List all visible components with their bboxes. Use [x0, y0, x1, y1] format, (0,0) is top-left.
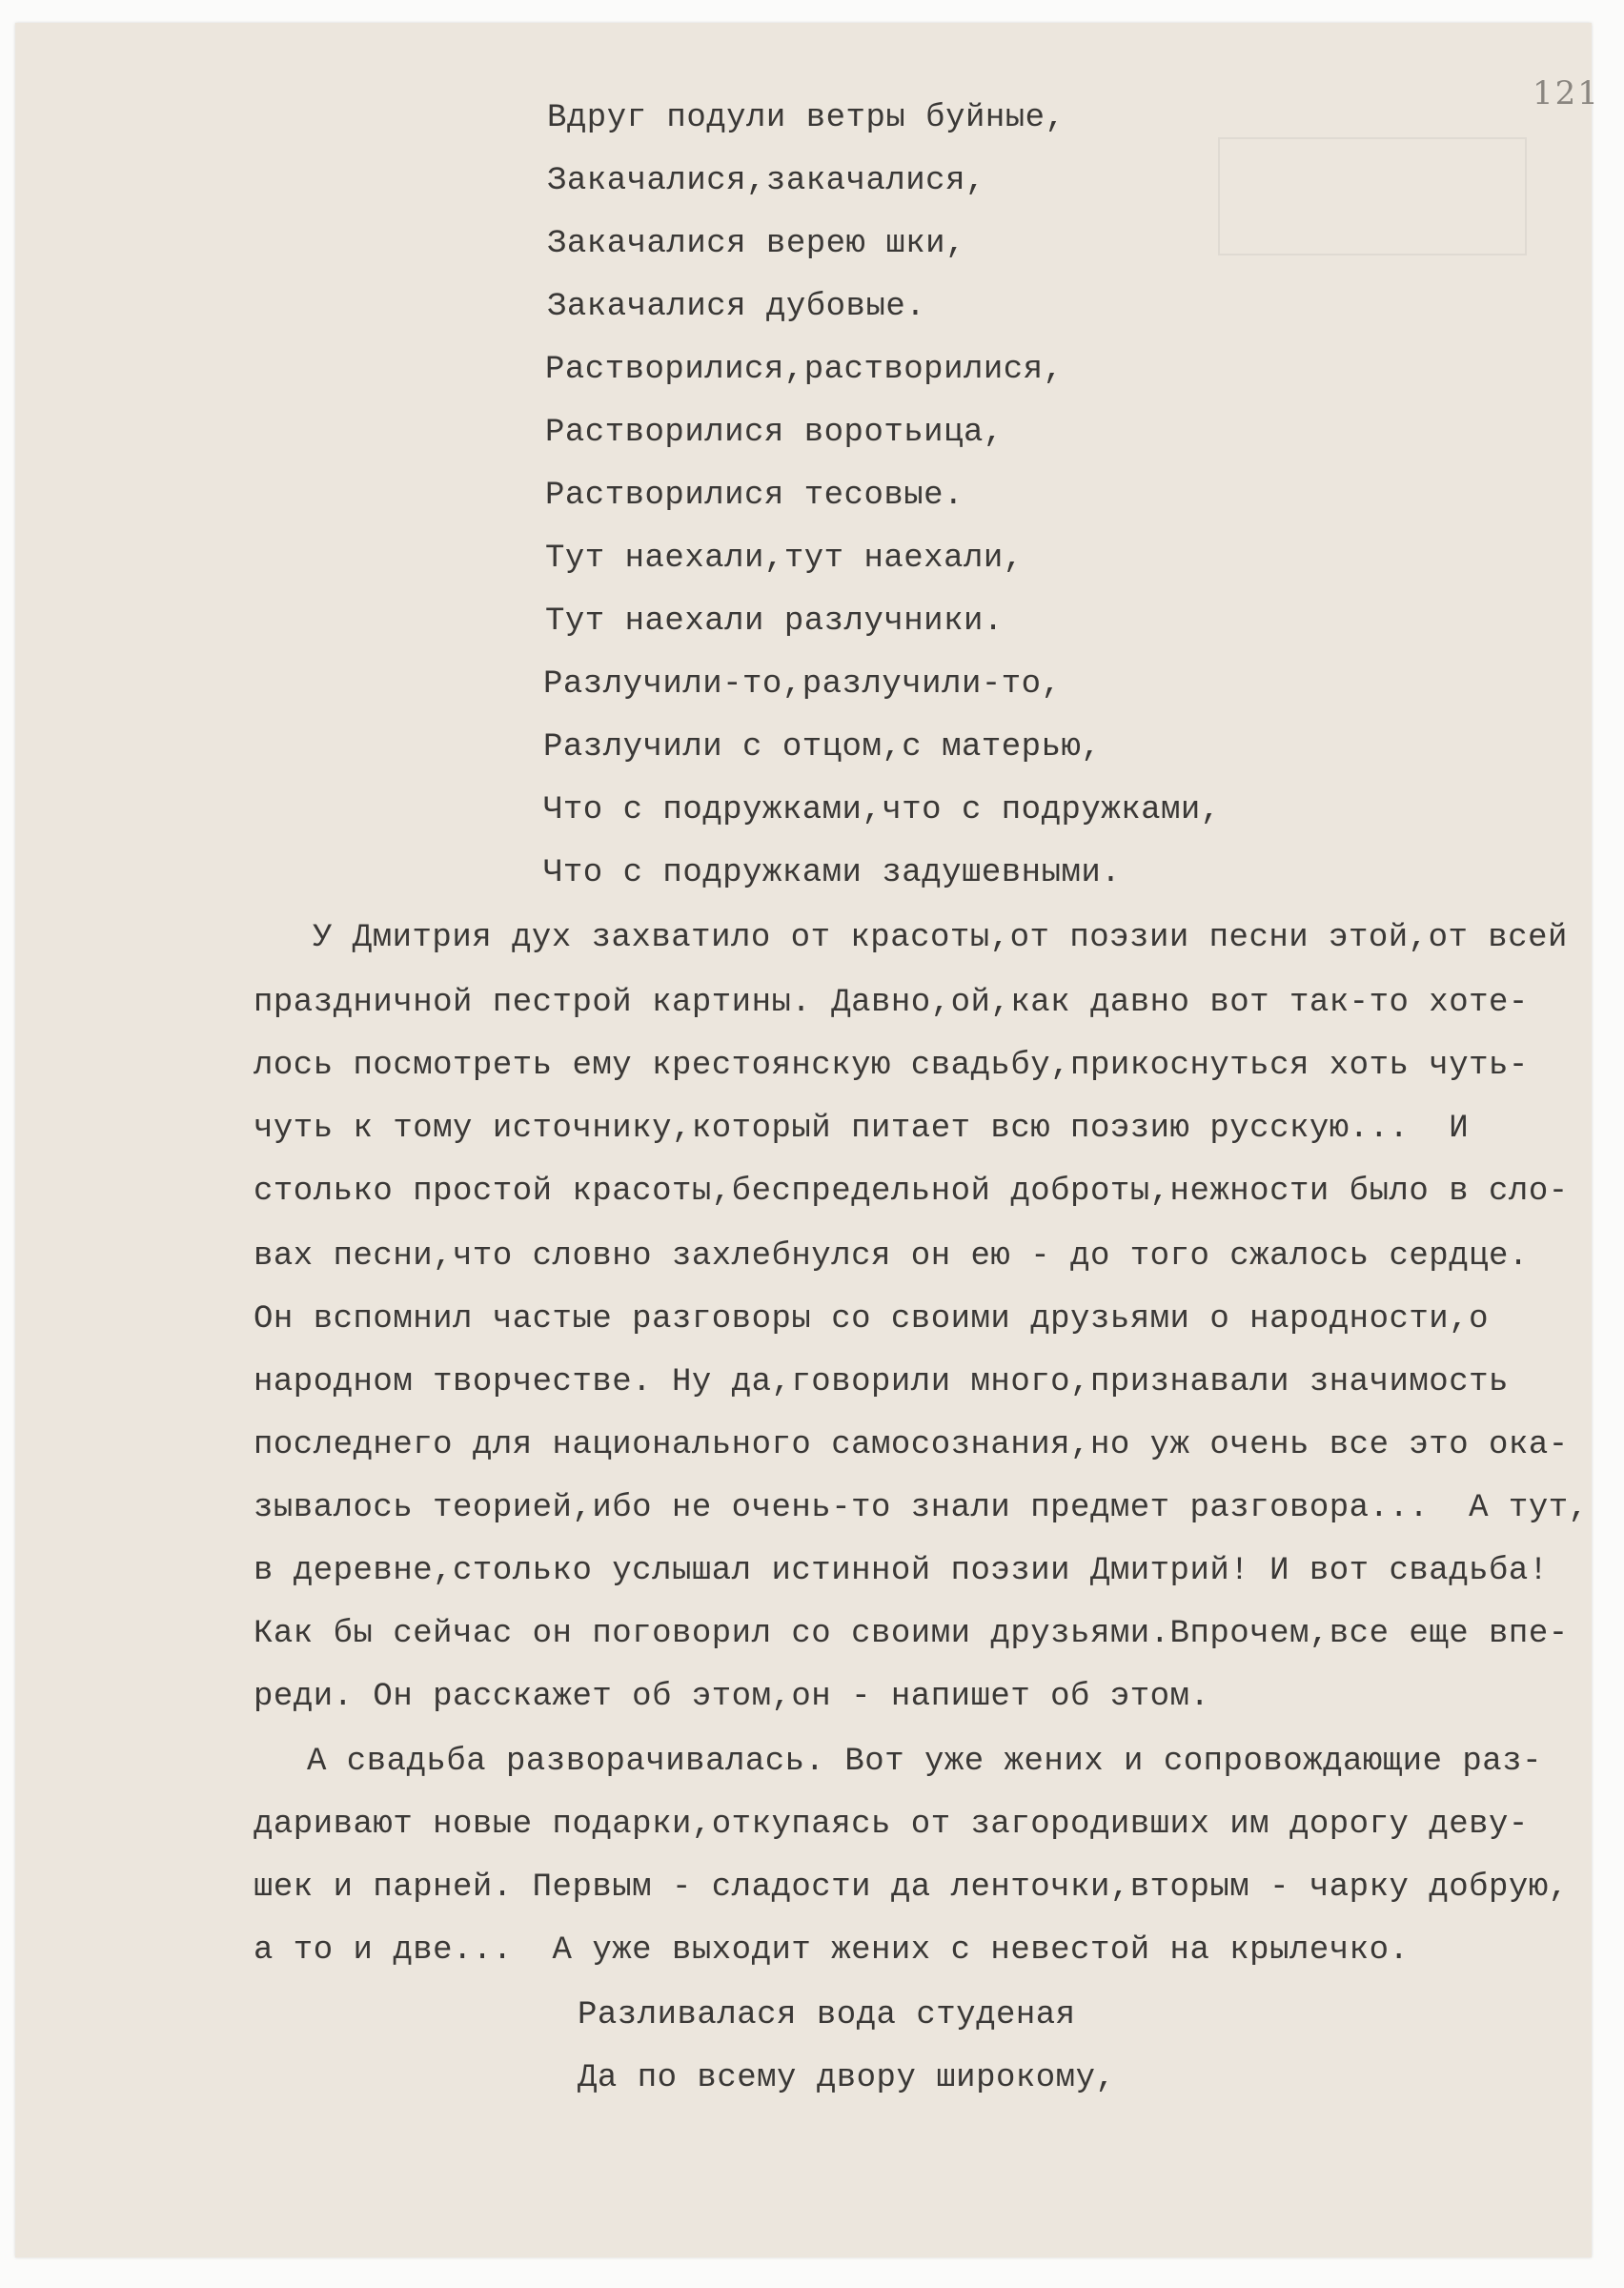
prose-line: шек и парней. Первым - сладости да ленточки,вторым - чарку добрую, [254, 1869, 1569, 1906]
prose-line: даривают новые подарки,откупаясь от загородивших им дорогу деву- [254, 1807, 1529, 1843]
verse-line: Растворилися тесовые. [545, 478, 964, 514]
prose-line: А свадьба разворачивалась. Вот уже жених и сопровождающие раз- [307, 1744, 1543, 1780]
verse-line: Закачалися дубовые. [547, 289, 926, 325]
prose-line: Он вспомнил частые разговоры со своими друзьями о народности,о [254, 1301, 1490, 1338]
verse-line: Что с подружками,что с подружками, [543, 792, 1221, 828]
verse-line: Что с подружками задушевными. [543, 855, 1122, 891]
prose-line: лось посмотреть ему крестоянскую свадьбу,прикоснуться хоть чуть- [254, 1048, 1529, 1084]
prose-line: вах песни,что словно захлебнулся он ею - до того сжалось сердце. [254, 1238, 1529, 1275]
verse-line: Закачалися,закачалися, [547, 163, 985, 199]
page-number: 121 [1533, 74, 1600, 112]
verse-line: Да по всему двору широкому, [578, 2060, 1116, 2096]
verse-line: Разлучили с отцом,с матерью, [543, 729, 1102, 766]
verse-line: Растворилися,растворилися, [545, 352, 1064, 388]
prose-line: Как бы сейчас он поговорил со своими друзьями.Впрочем,все еще впе- [254, 1616, 1569, 1652]
verse-line: Растворилися воротьица, [545, 415, 1004, 451]
prose-line: праздничной пестрой картины. Давно,ой,как давно вот так-то хоте- [254, 985, 1529, 1021]
verse-line: Тут наехали,тут наехали, [545, 541, 1024, 577]
verse-line: Разлучили-то,разлучили-то, [543, 666, 1062, 703]
prose-line: реди. Он расскажет об этом,он - напишет об этом. [254, 1679, 1210, 1715]
verse-line: Тут наехали разлучники. [545, 603, 1004, 640]
prose-line: народном творчестве. Ну да,говорили много,признавали значимость [254, 1364, 1509, 1400]
faded-stamp [1218, 137, 1527, 255]
typewritten-page [15, 23, 1600, 2257]
verse-line: Разливалася вода студеная [578, 1997, 1076, 2033]
verse-line: Закачалися верею шки, [547, 226, 965, 262]
prose-line: зывалось теорией,ибо не очень-то знали предмет разговора... А тут, [254, 1490, 1589, 1526]
prose-line: столько простой красоты,беспредельной доброты,нежности было в сло- [254, 1174, 1569, 1210]
prose-line: в деревне,столько услышал истинной поэзии Дмитрий! И вот свадьба! [254, 1553, 1549, 1589]
prose-line: У Дмитрия дух захватило от красоты,от поэзии песни этой,от всей [313, 920, 1568, 956]
prose-line: а то и две... А уже выходит жених с невестой на крылечко. [254, 1932, 1410, 1969]
prose-line: чуть к тому источнику,который питает всю поэзию русскую... И [254, 1111, 1470, 1147]
verse-line: Вдруг подули ветры буйные, [547, 100, 1066, 136]
prose-line: последнего для национального самосознания,но уж очень все это ока- [254, 1427, 1569, 1463]
